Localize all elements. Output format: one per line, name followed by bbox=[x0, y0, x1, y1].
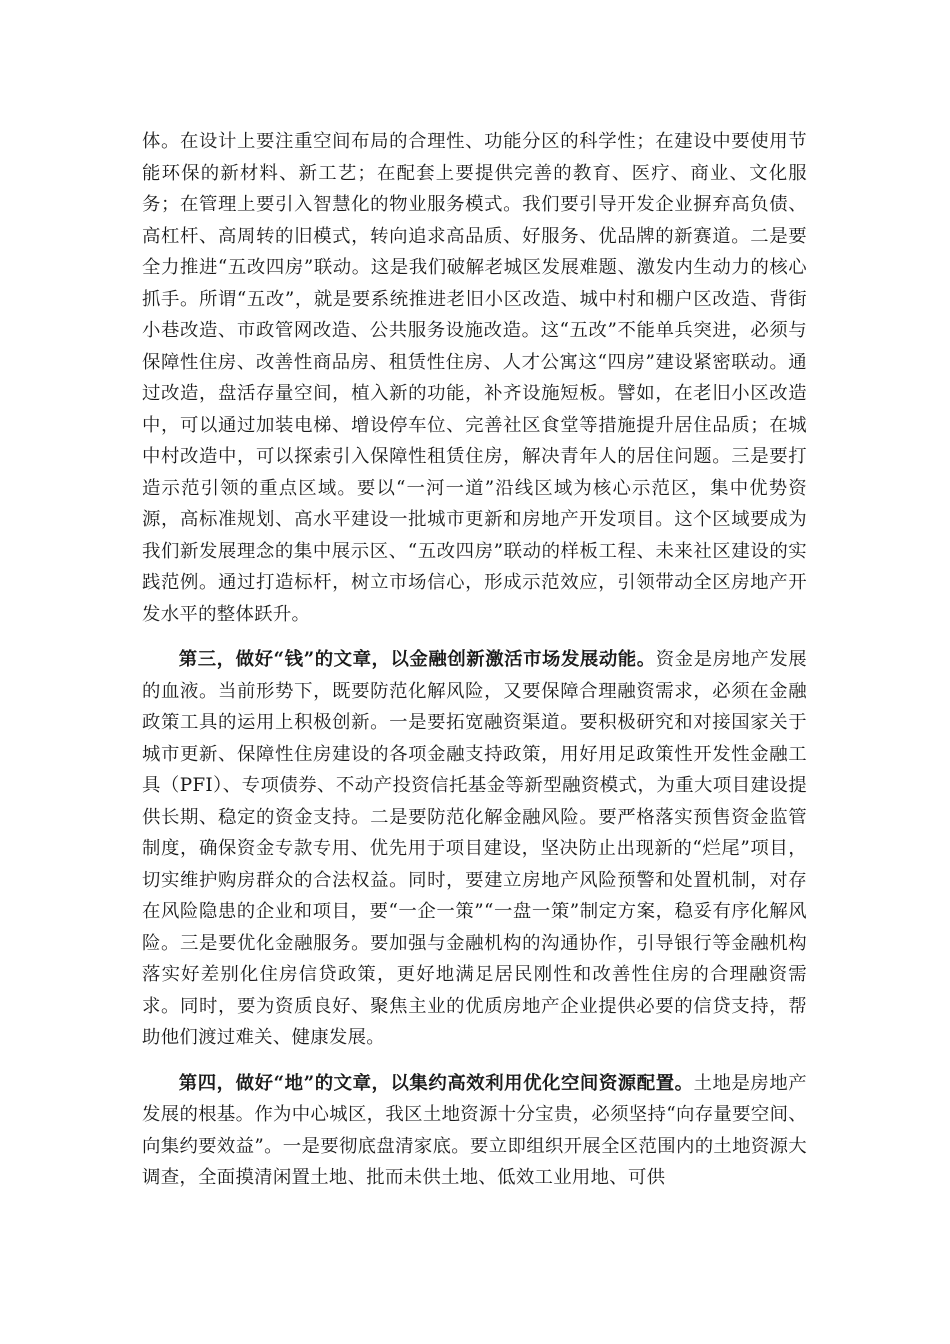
section-heading-four: 第四，做好“地”的文章，以集约高效利用优化空间资源配置。 bbox=[178, 1072, 694, 1094]
section-heading-three: 第三，做好“钱”的文章，以金融创新激活市场发展动能。 bbox=[178, 649, 656, 670]
paragraph-text: 土地是房地产发展的根基。作为中心城区，我区土地资源十分宝贵，必须坚持“向存量要空间、向集约要效益”。一是要彻底盘清家底。要立即组织开展全区范围内的土地资源大调查，全面摸清闲置土地、批而未供土地、低效工业用地、可供 bbox=[142, 1072, 807, 1188]
paragraph-text: 资金是房地产发展的血液。当前形势下，既要防范化解风险，又要保障合理融资需求，必须在金融政策工具的运用上积极创新。一是要拓宽融资渠道。要积极研究和对接国家关于城市更新、保障性住房建设的各项金融支持政策，用好用足政策性开发性金融工具（PFI）、专项债券、不动产投资信托基金等新型融资模式，为重大项目建设提供长期、稳定的资金支持。二是要防范化解金融风险。要严格落实预售资金监管制度，确保资金专款专用、优先用于项目建设，坚决防止出现新的“烂尾”项目，切实维护购房群众的合法权益。同时，要建立房地产风险预警和处置机制，对存在风险隐患的企业和项目，要“一企一策”“一盘一策”制定方案，稳妥有序化解风险。三是要优化金融服务。要加强与金融机构的沟通协作，引导银行等金融机构落实好差别化住房信贷政策，更好地满足居民刚性和改善性住房的合理融资需求。同时，要为资质良好、聚焦主业的优质房地产企业提供必要的信贷支持，帮助他们渡过难关、健康发展。 bbox=[142, 649, 807, 1048]
document-body bbox=[142, 126, 807, 1194]
paragraph-text: 体。在设计上要注重空间布局的合理性、功能分区的科学性；在建设中要使用节能环保的新材料、新工艺；在配套上要提供完善的教育、医疗、商业、文化服务；在管理上要引入智慧化的物业服务模式。我们要引导开发企业摒弃高负债、高杠杆、高周转的旧模式，转向追求高品质、好服务、优品牌的新赛道。二是要全力推进“五改四房”联动。这是我们破解老城区发展难题、激发内生动力的核心抓手。所谓“五改”，就是要系统推进老旧小区改造、城中村和棚户区改造、背街小巷改造、市政管网改造、公共服务设施改造。这“五改”不能单兵突进，必须与保障性住房、改善性商品房、租赁性住房、人才公寓这“四房”建设紧密联动。通过改造，盘活存量空间，植入新的功能，补齐设施短板。譬如，在老旧小区改造中，可以通过加装电梯、增设停车位、完善社区食堂等措施提升居住品质；在城中村改造中，可以探索引入保障性租赁住房，解决青年人的居住问题。三是要打造示范引领的重点区域。要以“一河一道”沿线区域为核心示范区，集中优势资源，高标准规划、高水平建设一批城市更新和房地产开发项目。这个区域要成为我们新发展理念的集中展示区、“五改四房”联动的样板工程、未来社区建设的实践范例。通过打造标杆，树立市场信心，形成示范效应，引领带动全区房地产开发水平的整体跃升。 bbox=[142, 131, 807, 625]
paragraph-section-three bbox=[142, 644, 807, 1054]
paragraph-continuation bbox=[142, 126, 807, 630]
paragraph-section-four bbox=[142, 1068, 807, 1194]
